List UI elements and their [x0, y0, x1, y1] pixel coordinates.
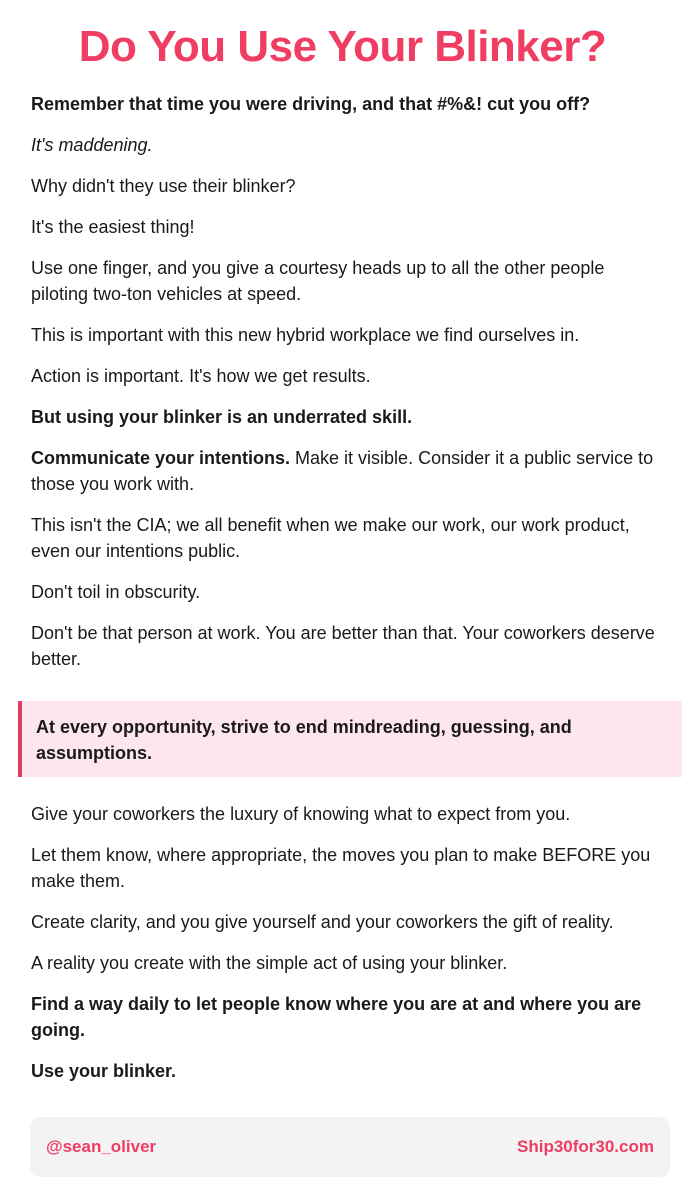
- paragraph: Create clarity, and you give yourself and your coworkers the gift of reality.: [31, 912, 614, 932]
- paragraph: It's the easiest thing!: [31, 217, 195, 237]
- page-title: Do You Use Your Blinker?: [78, 22, 607, 71]
- author-handle[interactable]: @sean_oliver: [46, 1137, 157, 1156]
- paragraph-lead: Communicate your intentions.: [31, 448, 291, 468]
- paragraph: But using your blinker is an underrated skill.: [31, 407, 413, 427]
- paragraph: A reality you create with the simple act of using your blinker.: [31, 953, 508, 973]
- paragraph: Use one finger, and you give a courtesy heads up to all the other people piloting two-ton vehicles at speed.: [31, 258, 605, 304]
- paragraph: [31, 445, 661, 497]
- article-body-top: [31, 91, 661, 687]
- paragraph: Remember that time you were driving, and that #%&! cut you off?: [31, 94, 591, 114]
- paragraph: Why didn't they use their blinker?: [31, 176, 296, 196]
- callout-quote: [18, 701, 682, 777]
- article-body-bottom: [31, 801, 661, 1099]
- paragraph: Let them know, where appropriate, the moves you plan to make BEFORE you make them.: [31, 845, 651, 891]
- callout-text: At every opportunity, strive to end mindreading, guessing, and assumptions.: [36, 717, 572, 763]
- footer-bar: [30, 1117, 670, 1177]
- paragraph: This is important with this new hybrid workplace we find ourselves in.: [31, 325, 580, 345]
- paragraph: Find a way daily to let people know where you are at and where you are going.: [31, 994, 642, 1040]
- paragraph: Action is important. It's how we get results.: [31, 366, 371, 386]
- paragraph: Use your blinker.: [31, 1061, 177, 1081]
- paragraph: This isn't the CIA; we all benefit when we make our work, our work product, even our intentions public.: [31, 515, 630, 561]
- site-link[interactable]: Ship30for30.com: [517, 1137, 654, 1156]
- paragraph: Give your coworkers the luxury of knowing what to expect from you.: [31, 804, 571, 824]
- paragraph: Don't be that person at work. You are better than that. Your coworkers deserve better.: [31, 623, 655, 669]
- paragraph: It's maddening.: [31, 135, 153, 155]
- paragraph: Don't toil in obscurity.: [31, 582, 201, 602]
- paragraph-rest: Make it visible. Consider it a public service to those you work with.: [31, 448, 654, 494]
